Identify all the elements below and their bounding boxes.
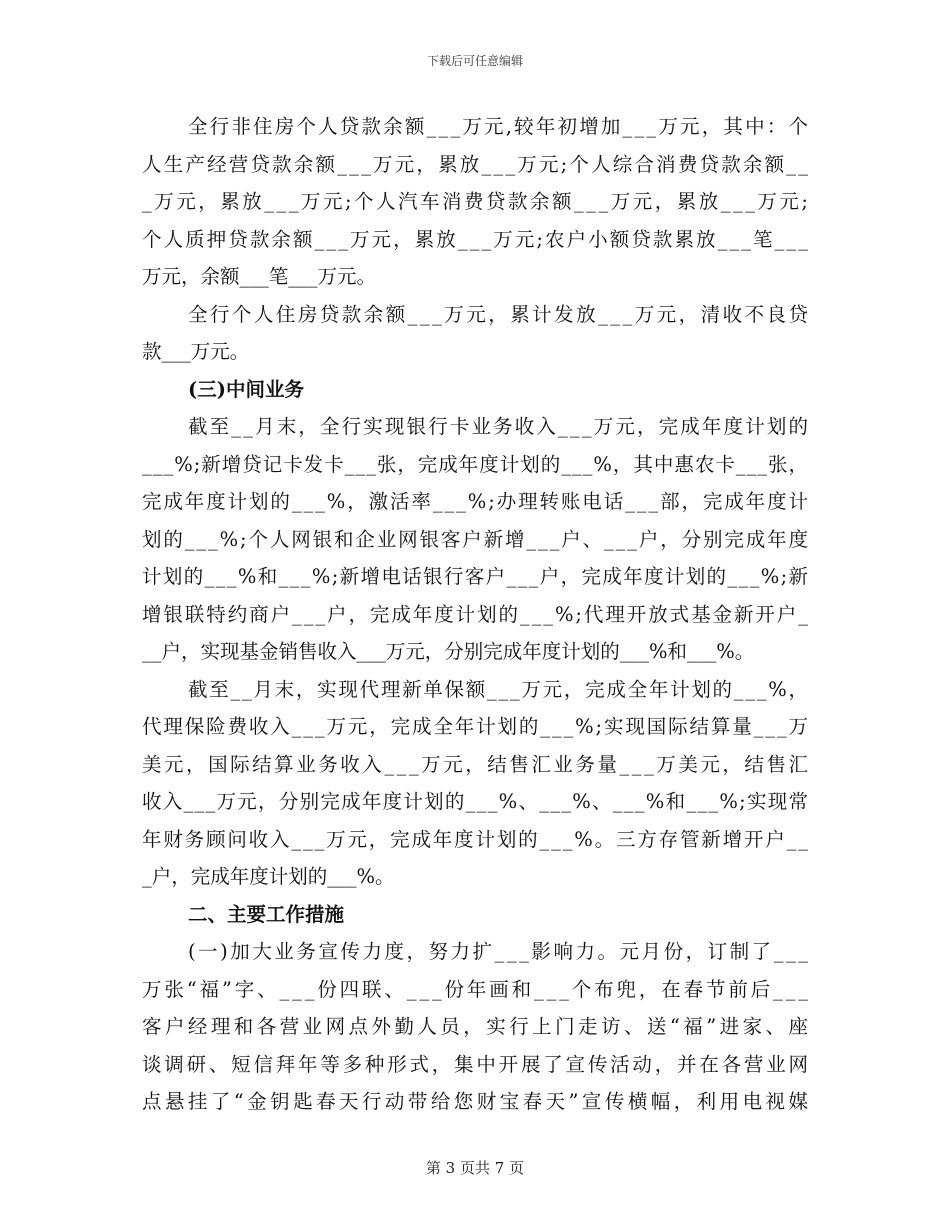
text-line: 截至__月末，全行实现银行卡业务收入___万元，完成年度计划的 bbox=[188, 415, 811, 438]
text-line: 款___万元。 bbox=[142, 340, 250, 363]
text-line: 增银联特约商户___户，完成年度计划的___%;代理开放式基金新开户_ bbox=[142, 602, 810, 626]
text-line: 收入___万元，分别完成年度计划的___%、___%、___%和___%;实现常 bbox=[142, 790, 810, 813]
text-line: 年财务顾问收入___万元，完成年度计划的___%。三方存管新增开户__ bbox=[142, 827, 810, 851]
text-line: _万元，累放___万元;个人汽车消费贷款余额___万元，累放___万元; bbox=[142, 190, 811, 213]
text-line: 划的___%;个人网银和企业网银客户新增___户、___户，分别完成年度 bbox=[142, 527, 810, 551]
text-line: 万元，余额___笔___万元。 bbox=[142, 265, 377, 288]
text-line: 计划的___%和___%;新增电话银行客户___户，完成年度计划的___%;新 bbox=[142, 565, 810, 588]
text-line: 完成年度计划的___%，激活率___%;办理转账电话___部，完成年度计 bbox=[142, 490, 810, 513]
text-line: __户，实现基金销售收入___万元，分别完成年度计划的___%和___%。 bbox=[142, 640, 755, 663]
text-line: 全行非住房个人贷款余额___万元,较年初增加___万元，其中：个 bbox=[188, 115, 811, 138]
text-line: _户，完成年度计划的___%。 bbox=[142, 865, 395, 888]
text-line: 个人质押贷款余额___万元，累放___万元;农户小额贷款累放___笔___ bbox=[142, 227, 811, 251]
text-line: 人生产经营贷款余额___万元，累放___万元;个人综合消费贷款余额__ bbox=[142, 152, 811, 176]
text-line: 全行个人住房贷款余额___万元，累计发放___万元，清收不良贷 bbox=[188, 302, 811, 326]
text-line: 万张“福”字、___份四联、___份年画和___个布兜，在春节前后___ bbox=[142, 977, 811, 1001]
text-line: (一)加大业务宣传力度，努力扩___影响力。元月份，订制了___ bbox=[188, 940, 811, 963]
text-line: 美元，国际结算业务收入___万元，结售汇业务量___万美元，结售汇 bbox=[142, 752, 811, 776]
text-line: 客户经理和各营业网点外勤人员，实行上门走访、送“福”进家、座 bbox=[142, 1015, 812, 1038]
text-line: 代理保险费收入___万元，完成全年计划的___%;实现国际结算量___万 bbox=[142, 715, 810, 738]
page-footer: 第 3 页共 7 页 bbox=[425, 1159, 525, 1177]
text-line: 截至__月末，实现代理新单保额___万元，完成全年计划的___%， bbox=[188, 677, 810, 701]
document-body bbox=[142, 108, 812, 1121]
text-line: ___%;新增贷记卡发卡___张，完成年度计划的___%，其中惠农卡___张， bbox=[142, 452, 809, 476]
section-heading: (三)中间业务 bbox=[188, 377, 304, 401]
section-heading: 二、主要工作措施 bbox=[188, 902, 345, 926]
text-line: 点悬挂了“金钥匙春天行动带给您财宝春天”宣传横幅，利用电视媒 bbox=[142, 1090, 812, 1113]
page-header: 下载后可任意编辑 bbox=[426, 54, 523, 68]
text-line: 谈调研、短信拜年等多种形式，集中开展了宣传活动，并在各营业网 bbox=[142, 1052, 811, 1076]
